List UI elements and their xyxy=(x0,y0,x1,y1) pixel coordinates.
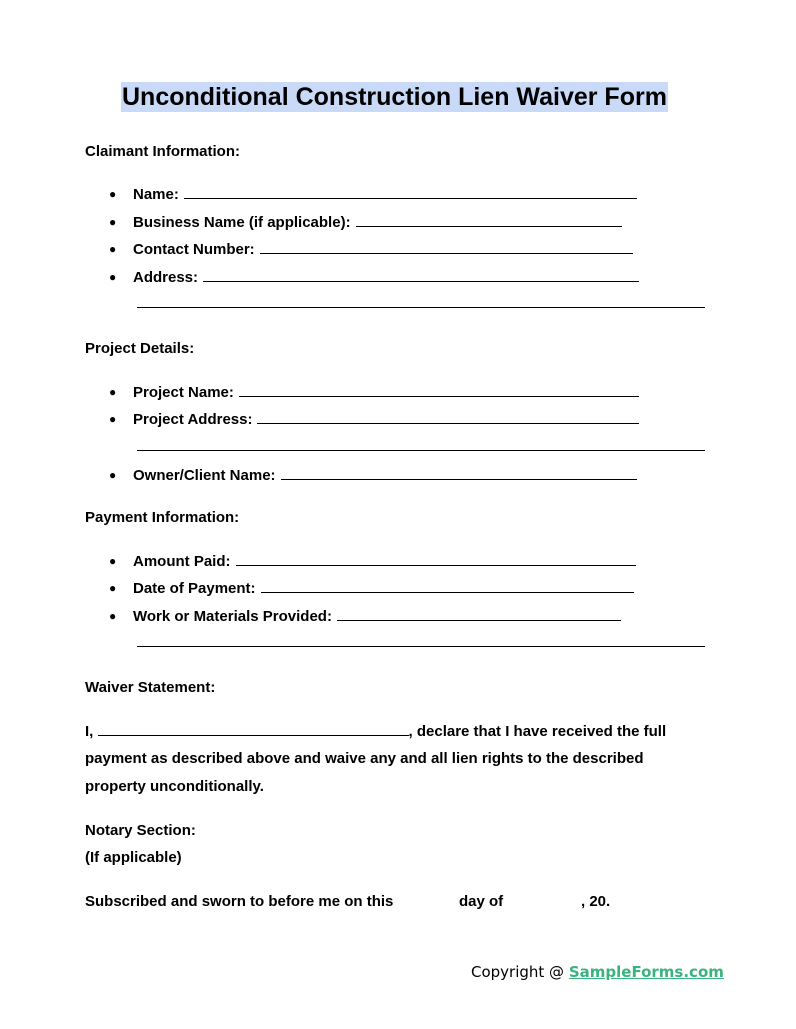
field-business-name[interactable]: Business Name (if applicable): xyxy=(133,214,622,232)
bullet-icon: ● xyxy=(109,609,117,623)
field-address[interactable]: Address: xyxy=(133,269,639,287)
bullet-icon: ● xyxy=(109,385,117,399)
field-name[interactable]: Name: xyxy=(133,186,637,204)
declarant-name-blank[interactable] xyxy=(98,725,409,736)
sworn-part-1: Subscribed and sworn to before me on this xyxy=(85,893,394,910)
field-contact-number[interactable]: Contact Number: xyxy=(133,241,633,259)
section-heading-waiver: Waiver Statement: xyxy=(85,679,216,696)
brand-link[interactable]: SampleForms.com xyxy=(568,963,724,981)
field-project-name[interactable]: Project Name: xyxy=(133,384,639,402)
address-continuation-line[interactable] xyxy=(137,307,705,308)
footer-copyright: Copyright @ SampleForms.com xyxy=(471,963,724,981)
page-title: Unconditional Construction Lien Waiver Form xyxy=(122,83,667,111)
work-materials-continuation-line[interactable] xyxy=(137,646,705,647)
field-work-materials[interactable]: Work or Materials Provided: xyxy=(133,608,621,626)
waiver-line-3: property unconditionally. xyxy=(85,778,264,795)
bullet-icon: ● xyxy=(109,554,117,568)
sworn-part-3: , 20. xyxy=(581,893,611,910)
field-date-of-payment[interactable]: Date of Payment: xyxy=(133,580,634,598)
notary-note: (If applicable) xyxy=(85,849,182,866)
bullet-icon: ● xyxy=(109,242,117,256)
project-address-continuation-line[interactable] xyxy=(137,450,705,451)
waiver-line-1: I, , declare that I have received the full xyxy=(85,723,667,740)
bullet-icon: ● xyxy=(109,215,117,229)
waiver-line-2: payment as described above and waive any and all lien rights to the described xyxy=(85,750,644,767)
bullet-icon: ● xyxy=(109,187,117,201)
bullet-icon: ● xyxy=(109,412,117,426)
bullet-icon: ● xyxy=(109,270,117,284)
field-amount-paid[interactable]: Amount Paid: xyxy=(133,553,636,571)
bullet-icon: ● xyxy=(109,468,117,482)
sworn-part-2: day of xyxy=(459,893,504,910)
section-heading-project: Project Details: xyxy=(85,340,195,357)
field-owner-client-name[interactable]: Owner/Client Name: xyxy=(133,467,637,485)
section-heading-notary: Notary Section: xyxy=(85,822,196,839)
bullet-icon: ● xyxy=(109,581,117,595)
field-project-address[interactable]: Project Address: xyxy=(133,411,639,429)
section-heading-payment: Payment Information: xyxy=(85,509,240,526)
section-heading-claimant: Claimant Information: xyxy=(85,143,241,160)
